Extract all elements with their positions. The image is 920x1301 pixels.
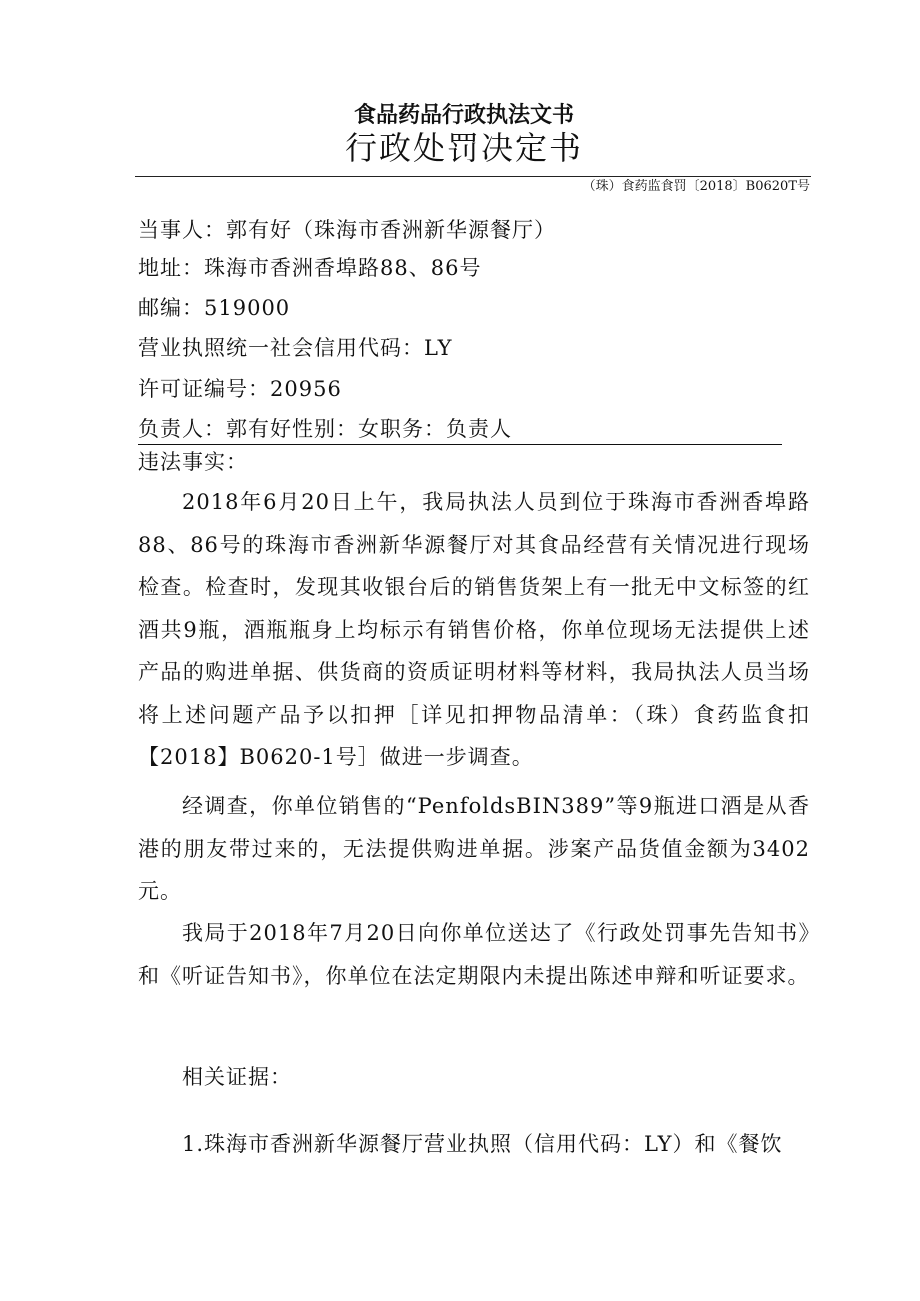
party-value: 郭有好（珠海市香洲新华源餐厅） bbox=[226, 218, 556, 242]
address-row bbox=[138, 253, 481, 283]
address-value: 珠海市香洲香埠路88、86号 bbox=[204, 256, 482, 280]
postcode-value: 519000 bbox=[204, 296, 291, 320]
responsible-label: 负责人： bbox=[138, 417, 226, 441]
license-value: 20956 bbox=[270, 377, 342, 401]
address-label: 地址： bbox=[138, 256, 204, 280]
document-number: （珠）食药监食罚〔2018〕B0620T号 bbox=[582, 179, 810, 194]
position-label: 职务： bbox=[380, 417, 446, 441]
responsible-value: 郭有好 bbox=[226, 417, 292, 441]
facts-heading: 违法事实： bbox=[138, 450, 248, 474]
postcode-row bbox=[138, 293, 290, 323]
party-row bbox=[138, 215, 556, 245]
gender-label: 性别： bbox=[292, 417, 358, 441]
facts-paragraph-2: 经调查，你单位销售的“PenfoldsBIN389”等9瓶进口酒是从香港的朋友带过来的，无法提供购进单据。涉案产品货值金额为3402元。 bbox=[138, 794, 810, 903]
evidence-item: 1.珠海市香洲新华源餐厅营业执照（信用代码：LY）和《餐饮 bbox=[182, 1132, 783, 1156]
party-label: 当事人： bbox=[138, 218, 226, 242]
facts-paragraph-1: 2018年6月20日上午，我局执法人员到位于珠海市香洲香埠路88、86号的珠海市香洲新华源餐厅对其食品经营有关情况进行现场检查。检查时，发现其收银台后的销售货架上有一批无中文标签的红酒共9瓶，酒瓶瓶身上均标示有销售价格，你单位现场无法提供上述产品的购进单据、供货商的资质证明材料等材料，我局执法人员当场将上述问题产品予以扣押［详见扣押物品清单：（珠）食药监食扣【2018】B0620-1号］做进一步调查。 bbox=[138, 490, 810, 769]
facts-paragraph-3: 我局于2018年7月20日向你单位送达了《行政处罚事先告知书》和《听证告知书》，你单位在法定期限内未提出陈述申辩和听证要求。 bbox=[138, 921, 810, 988]
credit-code-label: 营业执照统一社会信用代码： bbox=[138, 336, 424, 360]
postcode-label: 邮编： bbox=[138, 296, 204, 320]
position-value: 负责人 bbox=[446, 417, 512, 441]
gender-value: 女 bbox=[358, 417, 380, 441]
document-title: 行政处罚决定书 bbox=[344, 129, 583, 167]
responsible-row bbox=[138, 414, 782, 445]
responsible-underline bbox=[138, 414, 782, 445]
license-label: 许可证编号： bbox=[138, 377, 270, 401]
blank-fill bbox=[512, 435, 774, 436]
license-row bbox=[138, 374, 342, 404]
header-divider bbox=[135, 176, 811, 177]
credit-code-row bbox=[138, 333, 452, 363]
document-category-title: 食品药品行政执法文书 bbox=[353, 103, 574, 128]
credit-code-value: LY bbox=[424, 336, 453, 360]
evidence-heading: 相关证据： bbox=[182, 1065, 292, 1089]
